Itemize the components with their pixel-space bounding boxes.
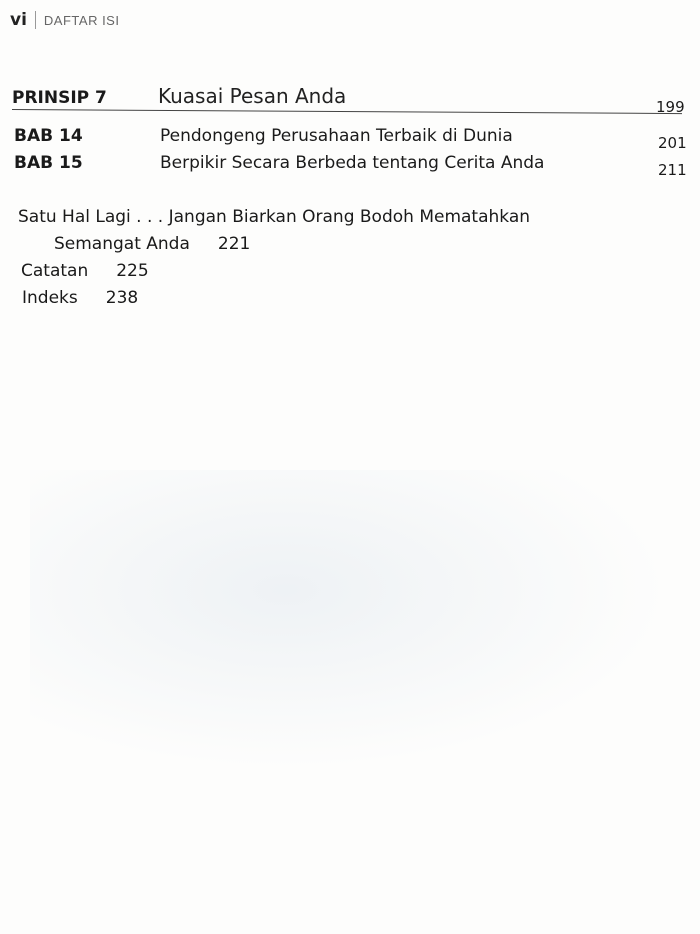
epilogue-title-line2: Semangat Anda <box>54 234 190 254</box>
running-header <box>10 10 119 30</box>
epilogue-title-line1: Satu Hal Lagi . . . Jangan Biarkan Orang Bodoh Mematahkan <box>18 207 531 227</box>
chapter-page-number: 201 <box>658 134 687 152</box>
index-page-number: 238 <box>105 288 139 308</box>
running-title: DAFTAR ISI <box>43 12 120 28</box>
toc-chapter-entry[interactable] <box>14 153 687 179</box>
part-page-number: 199 <box>656 98 685 116</box>
index-label: Indeks <box>22 288 78 308</box>
chapter-label: BAB 15 <box>14 153 83 173</box>
paper-show-through <box>30 470 670 770</box>
notes-entry[interactable] <box>21 261 149 281</box>
notes-page-number: 225 <box>116 261 149 281</box>
toc-chapter-entry[interactable] <box>14 126 687 152</box>
epilogue-page-number: 221 <box>217 234 251 254</box>
epilogue-entry-continuation[interactable] <box>54 234 250 254</box>
chapter-page-number: 211 <box>658 161 687 179</box>
index-entry[interactable] <box>22 288 138 308</box>
header-divider <box>35 11 36 29</box>
part-title: Kuasai Pesan Anda <box>158 84 347 108</box>
chapter-title: Pendongeng Perusahaan Terbaik di Dunia <box>160 126 513 146</box>
notes-label: Catatan <box>21 261 89 281</box>
toc-part-entry[interactable] <box>12 84 682 112</box>
part-label: PRINSIP 7 <box>12 88 107 108</box>
chapter-label: BAB 14 <box>14 126 83 146</box>
page-folio: vi <box>10 10 27 30</box>
chapter-title: Berpikir Secara Berbeda tentang Cerita Anda <box>160 153 545 173</box>
epilogue-entry[interactable] <box>18 207 530 227</box>
